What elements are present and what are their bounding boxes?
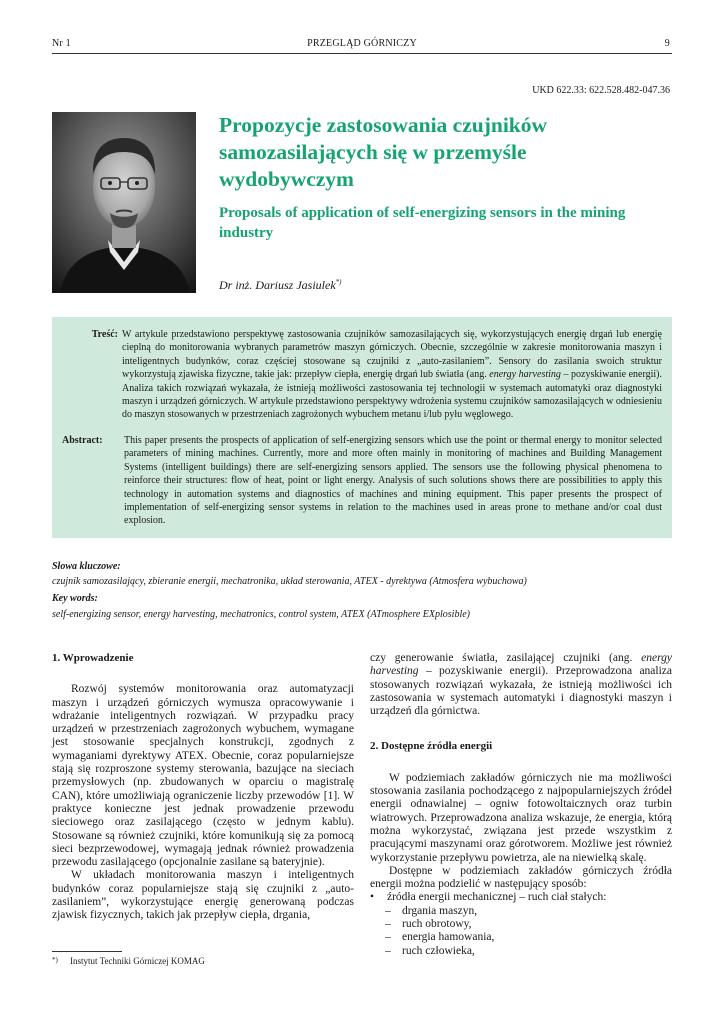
author-line	[219, 278, 342, 293]
abstract-english	[62, 434, 662, 528]
abstract-polish-label: Treść:	[91, 329, 118, 340]
header-page-number: 9	[664, 38, 670, 49]
section-2-paragraph-1: W podziemiach zakładów górniczych nie ma możliwości stosowania zasilania pochodzącego z najpopularniejszych źródeł energii odnawialnej – ogniw fotowoltaicznych oraz turbin wiatrowych. Przeprowadzona analiza wskazuje, że energia, którą można wykorzystać, związana jest przede wszystkim z pracującymi maszynami oraz górotworem. Możliwe jest również wykorzystanie przepływu powietrza, ale na niewielką skalę.	[370, 771, 672, 864]
list-item: – energia hamowania,	[385, 931, 495, 944]
section-1-paragraph-2: W układach monitorowania maszyn i inteligentnych budynków coraz popularniejsze stają się czujniki z „auto-zasilaniem”, wykorzystujące energię generowaną podczas zjawisk fizycznych, takich jak przepływ ciepła, drgania,	[52, 869, 354, 922]
list-item: – ruch człowieka,	[385, 944, 475, 957]
mechanical-energy-sublist	[370, 905, 672, 958]
author-photo	[52, 112, 196, 293]
body-column-left	[52, 652, 354, 923]
author-footnote-mark: *)	[335, 278, 342, 286]
abstract-polish-text: W artykule przedstawiono perspektywę zastosowania czujników samozasilających się, wykorzystujących energię drgań lub energię cieplną do monitorowania wybranych parametrów maszyn górniczych. Obecnie, szczególnie w zakresie monitorowania maszyn i inteligentnych budynków, coraz częściej stosowane są czujniki z „auto-zasilaniem”. Sensory do zasilania swoich struktur wykorzystują zjawiska fizyczne, takie jak: przepływ ciepła, energię drgań lub światła (ang. energy harvesting – pozyskiwanie energii). Analiza takich rozwiązań wykazała, że istnieją możliwości zastosowania tej technologii w systemach automatyki oraz diagnostyki maszyn i urządzeń górniczych. W artykule przedstawiono perspektywy wdrożenia systemu czujników samozasilających w odniesieniu do maszyn stosowanych w przestrzeniach zagrożonych wybuchem metanu i/lub pyłu węglowego.	[122, 329, 663, 421]
energy-sources-list	[370, 891, 672, 904]
footnote	[52, 956, 205, 966]
bullet-marker: •	[370, 891, 375, 904]
abstract-english-label: Abstract:	[62, 435, 103, 446]
footnote-text: Instytut Techniki Górniczej KOMAG	[70, 956, 205, 966]
ukd-classification: UKD 622.33: 622.528.482-047.36	[532, 85, 670, 96]
author-name: Dr inż. Dariusz Jasiulek	[219, 278, 336, 292]
footnote-mark: *)	[52, 956, 58, 964]
body-column-right	[370, 652, 672, 958]
keywords-english-heading: Key words:	[52, 593, 98, 604]
keywords-english: self-energizing sensor, energy harvesting, mechatronics, control system, ATEX (ATmosphere EXplosible)	[52, 609, 470, 620]
list-item: – drgania maszyn,	[385, 904, 478, 917]
section-1-heading: 1. Wprowadzenie	[52, 652, 134, 664]
section-1-paragraph-3: czy generowanie światła, zasilającej czujniki (ang. energy harvesting – pozyskiwanie energii). Przeprowadzona analiza stosowanych rozwiązań wykazała, że istnieją możliwości ich zastosowania w systemach automatyki i diagnostyki maszyn i urządzeń dla górnictwa.	[370, 652, 673, 718]
keywords-polish-heading: Słowa kluczowe:	[52, 561, 121, 572]
abstract-box	[52, 317, 672, 538]
article-title-english: Proposals of application of self-energizing sensors in the mining industry	[219, 205, 626, 241]
article-title-polish: Propozycje zastosowania czujników samozasilających się w przemyśle wydobywczym	[219, 113, 548, 191]
section-2-heading: 2. Dostępne źródła energii	[370, 740, 493, 753]
header-issue-number: Nr 1	[52, 38, 71, 49]
list-item: – ruch obrotowy,	[385, 918, 472, 931]
list-item: • źródła energii mechanicznej – ruch ciał stałych:	[370, 891, 607, 904]
header-journal-name: PRZEGLĄD GÓRNICZY	[307, 38, 417, 49]
footnote-rule	[52, 951, 122, 952]
section-1-paragraph-1: Rozwój systemów monitorowania oraz automatyzacji maszyn i urządzeń górniczych wymusza opracowywanie i wdrażanie inteligentnych rozwiązań. W przypadku pracy urządzeń w przestrzeniach zagrożonych wybuchem, wymagane jest stosowanie specjalnych konstrukcji, zgodnych z wymaganiami dyrektywy ATEX. Obecnie, coraz popularniejsze stają się rozproszone systemy sterowania, bazujące na sieciach przemysłowych (np. zbudowanych w oparciu o magistralę CAN), które umożliwiają ograniczenie liczby przewodów [1]. W praktyce konieczne jest jednak prowadzenie przewodu sieciowego oraz zasilającego (często w jednym kablu). Stosowane są również czujniki, które komunikują się za pomocą sieci bezprzewodowej, wymagają jednak również prowadzenia przewodu zasilającego (opcjonalnie zasilane są bateryjnie).	[52, 683, 354, 869]
keywords-polish: czujnik samozasilający, zbieranie energii, mechatronika, układ sterowania, ATEX - dyrektywa (Atmosfera wybuchowa)	[52, 576, 527, 587]
abstract-english-text: This paper presents the prospects of application of self-energizing sensors which use the point or thermal energy to monitor selected parameters of mining machines. Currently, more and more often mainly in monitoring of machines and Building Management Systems (intelligent buildings) there are self-energizing sensors applied. The sensors use the following physical phenomena to reinforce their structures: flow of heat, point or light energy. Analysis of such solutions shows there are possibilities to apply this technology in automation systems and diagnostics of machines and mining equipment. This paper presents the prospect of implementation of self-energizing sensor systems in relation to the machines used in areas prone to methane and/or coal dust explosion.	[124, 435, 662, 527]
header-rule	[52, 53, 672, 54]
section-2-paragraph-2: Dostępne w podziemiach zakładów górniczych źródła energii można podzielić w następujący sposób:	[370, 864, 672, 891]
abstract-polish	[62, 328, 662, 422]
